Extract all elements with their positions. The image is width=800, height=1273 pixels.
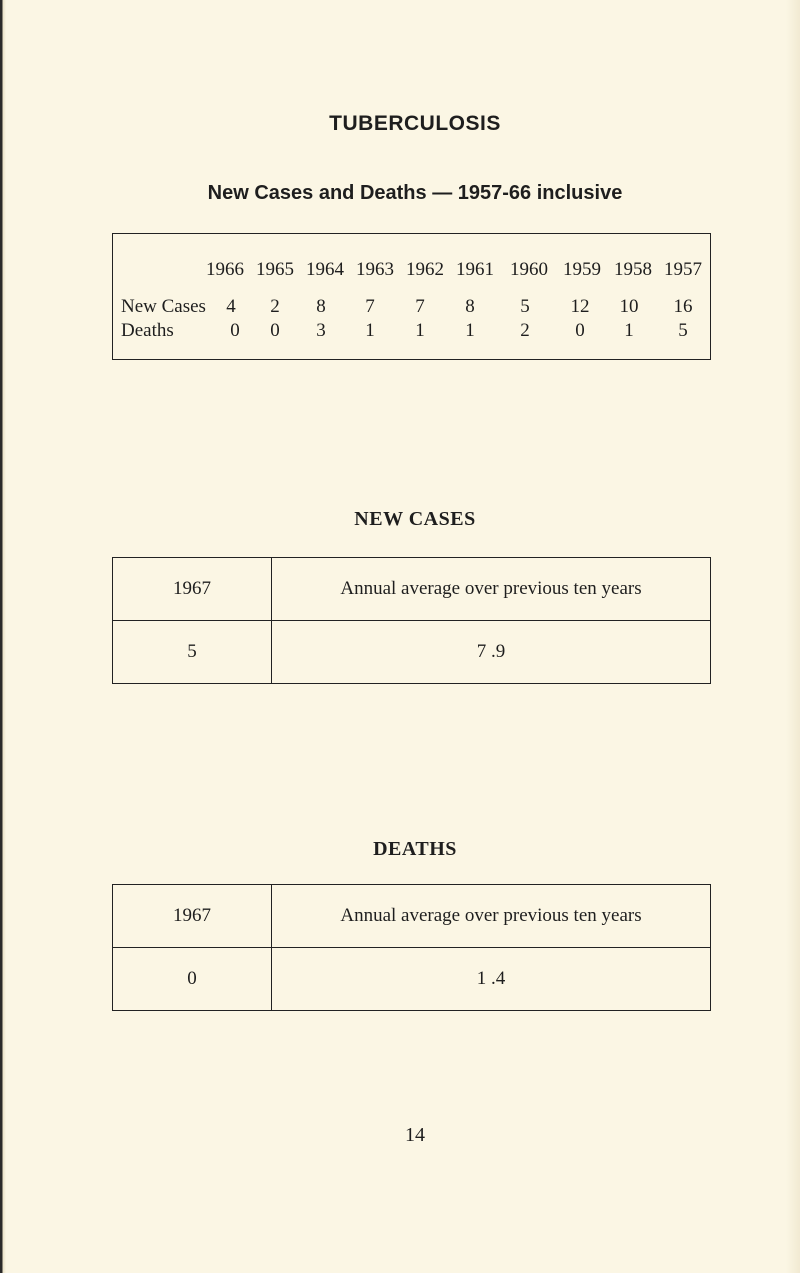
new-cases-cell: 16 <box>673 296 693 317</box>
page-subtitle: New Cases and Deaths — 1957-66 inclusive <box>207 182 623 204</box>
year-header: 1958 <box>614 259 652 280</box>
year-header: 1963 <box>356 259 394 280</box>
row-label-new-cases: New Cases <box>121 296 206 317</box>
new-cases-cell: 4 <box>226 296 236 317</box>
year-header: 1965 <box>256 259 294 280</box>
deaths-cell: 1 <box>415 320 425 341</box>
deaths-cell: 0 <box>270 320 280 341</box>
year-header: 1960 <box>510 259 548 280</box>
page-number: 14 <box>405 1124 425 1146</box>
new-cases-table <box>112 557 711 684</box>
deaths-average-header: Annual average over previous ten years <box>271 885 710 947</box>
deaths-heading: DEATHS <box>373 838 457 860</box>
deaths-cell: 3 <box>316 320 326 341</box>
deaths-cell: 5 <box>678 320 688 341</box>
year-header: 1964 <box>306 259 344 280</box>
new-cases-cell: 2 <box>270 296 280 317</box>
new-cases-heading: NEW CASES <box>354 508 476 530</box>
new-cases-cell: 5 <box>520 296 530 317</box>
new-cases-cell: 12 <box>570 296 590 317</box>
deaths-year-value: 0 <box>113 947 271 1010</box>
deaths-cell: 0 <box>575 320 585 341</box>
year-header: 1966 <box>206 259 244 280</box>
deaths-cell: 1 <box>465 320 475 341</box>
new-cases-average-value: 7 .9 <box>271 620 710 683</box>
year-header: 1961 <box>456 259 494 280</box>
new-cases-cell: 7 <box>415 296 425 317</box>
deaths-cell: 2 <box>520 320 530 341</box>
stats-table <box>112 233 711 360</box>
year-header: 1962 <box>406 259 444 280</box>
year-header: 1959 <box>563 259 601 280</box>
deaths-cell: 0 <box>230 320 240 341</box>
new-cases-cell: 8 <box>316 296 326 317</box>
new-cases-cell: 7 <box>365 296 375 317</box>
deaths-average-value: 1 .4 <box>271 947 710 1010</box>
new-cases-year-value: 5 <box>113 620 271 683</box>
year-header: 1957 <box>664 259 702 280</box>
page-title: TUBERCULOSIS <box>329 112 501 135</box>
deaths-year-header: 1967 <box>173 905 211 926</box>
deaths-table <box>112 884 711 1011</box>
new-cases-year-header: 1967 <box>173 578 211 599</box>
row-label-deaths: Deaths <box>121 320 174 341</box>
new-cases-average-header: Annual average over previous ten years <box>271 558 710 620</box>
new-cases-cell: 10 <box>619 296 639 317</box>
new-cases-cell: 8 <box>465 296 475 317</box>
deaths-cell: 1 <box>365 320 375 341</box>
deaths-cell: 1 <box>624 320 634 341</box>
